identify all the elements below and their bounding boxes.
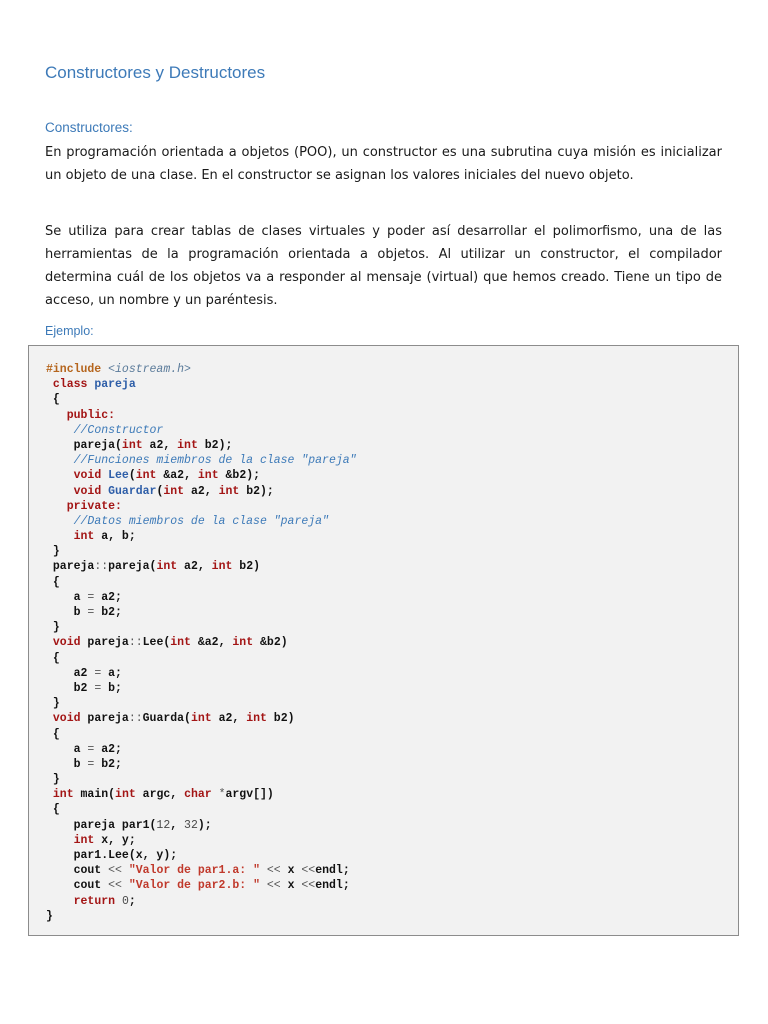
code-token: b; bbox=[101, 681, 122, 695]
code-line bbox=[46, 514, 357, 529]
code-token: void bbox=[52, 712, 81, 726]
code-listing bbox=[46, 362, 357, 924]
code-token: = bbox=[87, 757, 95, 771]
code-token: int bbox=[246, 712, 267, 726]
code-token: void bbox=[73, 469, 102, 483]
code-token: :: bbox=[94, 560, 109, 574]
code-token: private: bbox=[66, 499, 122, 513]
code-token: pareja bbox=[94, 378, 136, 392]
code-token bbox=[122, 879, 129, 892]
code-token: <iostream.h> bbox=[108, 363, 191, 376]
code-token: class bbox=[52, 378, 88, 392]
code-token: a, b; bbox=[94, 530, 136, 544]
code-token bbox=[46, 409, 67, 422]
code-line bbox=[46, 863, 357, 878]
code-token: b bbox=[46, 757, 88, 771]
code-token: :: bbox=[128, 636, 143, 650]
code-token: * bbox=[218, 788, 226, 802]
code-token: = bbox=[87, 590, 95, 604]
code-token bbox=[260, 864, 267, 877]
code-token: x, y; bbox=[94, 833, 136, 847]
code-token: pareja bbox=[80, 712, 129, 726]
code-token: x bbox=[280, 864, 302, 878]
code-token: pareja par1( bbox=[46, 818, 157, 832]
code-line bbox=[46, 894, 357, 909]
code-token: = bbox=[94, 666, 102, 680]
code-token: int bbox=[232, 636, 254, 650]
code-token: //Constructor bbox=[73, 423, 164, 437]
code-line bbox=[46, 559, 357, 574]
code-token: = bbox=[87, 742, 95, 756]
code-token: a2; bbox=[94, 742, 122, 756]
code-line bbox=[46, 484, 357, 499]
code-line bbox=[46, 681, 357, 696]
code-token bbox=[115, 895, 122, 908]
code-token: a2, bbox=[142, 438, 178, 452]
code-token: b2) bbox=[232, 560, 260, 574]
code-token: { bbox=[46, 727, 60, 741]
code-token bbox=[46, 469, 74, 482]
code-token: pareja bbox=[80, 636, 129, 650]
code-token: int bbox=[156, 560, 178, 574]
code-line bbox=[46, 453, 357, 468]
code-token: } bbox=[46, 697, 60, 711]
code-token: } bbox=[46, 773, 60, 787]
code-line bbox=[46, 802, 357, 817]
code-token: << bbox=[301, 864, 316, 878]
code-token: x bbox=[280, 879, 302, 893]
code-token bbox=[46, 712, 53, 725]
page-title: Constructores y Destructores bbox=[45, 63, 266, 82]
code-token bbox=[46, 895, 74, 908]
code-token: endl; bbox=[315, 864, 350, 878]
code-token: int bbox=[135, 469, 157, 483]
code-token: cout bbox=[46, 864, 109, 878]
code-token: pareja bbox=[46, 560, 95, 574]
code-token: int bbox=[211, 560, 233, 574]
paragraph-usage: Se utiliza para crear tablas de clases virtuales y poder así desarrollar el polimorfismo, una de las herramientas de la programación orientada a objetos. Al utilizar un constructor, el compilador determina cuál de los objetos va a responder al mensaje (virtual) que hemos creado. Tiene un tipo de acceso, un nombre y un paréntesis. bbox=[45, 224, 722, 308]
code-line bbox=[46, 362, 357, 377]
code-token: int bbox=[218, 484, 240, 498]
code-token: ( bbox=[128, 469, 136, 483]
code-token: int bbox=[163, 484, 185, 498]
code-token: } bbox=[46, 545, 60, 559]
code-token: 12 bbox=[156, 818, 171, 832]
code-token: = bbox=[94, 681, 102, 695]
code-line bbox=[46, 848, 357, 863]
code-token: int bbox=[177, 438, 198, 452]
code-line bbox=[46, 605, 357, 620]
code-line bbox=[46, 878, 357, 893]
code-token bbox=[46, 485, 74, 498]
code-token: &b2) bbox=[253, 636, 288, 650]
code-token: Lee bbox=[108, 469, 129, 483]
code-token: int bbox=[121, 438, 143, 452]
code-token bbox=[46, 424, 74, 437]
code-token: int bbox=[73, 833, 95, 847]
code-line bbox=[46, 666, 357, 681]
code-token bbox=[212, 788, 219, 801]
code-token: :: bbox=[128, 712, 143, 726]
code-token: pareja( bbox=[108, 560, 157, 574]
code-token: << bbox=[108, 879, 122, 893]
code-token bbox=[46, 515, 74, 528]
code-token: Guarda( bbox=[142, 712, 191, 726]
code-token: ( bbox=[156, 484, 164, 498]
code-token: b2 bbox=[46, 681, 95, 695]
code-token: ; bbox=[128, 894, 136, 908]
code-token bbox=[46, 788, 53, 801]
code-line bbox=[46, 377, 357, 392]
code-token: a2 bbox=[46, 666, 95, 680]
code-line bbox=[46, 757, 357, 772]
code-token: //Datos miembros de la clase "pareja" bbox=[73, 514, 329, 528]
code-token: b2); bbox=[197, 438, 233, 452]
code-token: cout bbox=[46, 879, 109, 893]
code-line bbox=[46, 909, 357, 924]
code-token: a bbox=[46, 742, 88, 756]
code-line bbox=[46, 818, 357, 833]
code-token: Lee( bbox=[142, 636, 171, 650]
code-token: b bbox=[46, 606, 88, 619]
code-token: a bbox=[46, 590, 88, 604]
code-token: void bbox=[52, 636, 81, 650]
code-token: << bbox=[108, 864, 122, 878]
code-line bbox=[46, 499, 357, 514]
code-line bbox=[46, 711, 357, 726]
code-token: int bbox=[115, 788, 136, 802]
code-line bbox=[46, 742, 357, 757]
code-token bbox=[122, 864, 129, 877]
code-token: int bbox=[73, 530, 95, 544]
code-line bbox=[46, 392, 357, 407]
code-token: 32 bbox=[184, 818, 198, 832]
code-token: int bbox=[197, 469, 219, 483]
code-token: { bbox=[46, 803, 60, 817]
code-token: a2; bbox=[94, 590, 122, 604]
code-token: int bbox=[190, 712, 212, 726]
code-line bbox=[46, 575, 357, 590]
code-token: &b2); bbox=[218, 469, 261, 483]
code-token: } bbox=[46, 621, 60, 635]
code-token: &a2, bbox=[156, 469, 198, 483]
code-line bbox=[46, 620, 357, 635]
code-token: << bbox=[266, 864, 281, 878]
code-token bbox=[46, 834, 74, 847]
code-token: a; bbox=[101, 666, 122, 680]
paragraph-definition: En programación orientada a objetos (POO), un constructor es una subrutina cuya misión es inicializar un objeto de una clase. En el constructor se asignan los valores iniciales del nuevo objeto. bbox=[45, 145, 722, 183]
code-token: = bbox=[87, 606, 95, 619]
code-token: par1.Lee(x, y); bbox=[46, 849, 178, 862]
code-token: { bbox=[46, 651, 60, 665]
example-label: Ejemplo: bbox=[45, 324, 94, 338]
code-token: "Valor de par1.a: " bbox=[128, 864, 260, 878]
code-line bbox=[46, 696, 357, 711]
code-token bbox=[46, 454, 74, 467]
code-token: pareja( bbox=[46, 438, 122, 452]
code-token: "Valor de par2.b: " bbox=[128, 879, 260, 893]
code-token: << bbox=[301, 879, 316, 893]
code-line bbox=[46, 529, 357, 544]
code-token: Guardar bbox=[108, 484, 157, 498]
code-token: &a2, bbox=[190, 636, 233, 650]
code-token: { bbox=[46, 393, 60, 407]
code-token: int bbox=[170, 636, 191, 650]
code-line bbox=[46, 772, 357, 787]
code-line bbox=[46, 544, 357, 559]
code-token: { bbox=[46, 575, 60, 589]
code-token: 0 bbox=[121, 894, 129, 908]
code-line bbox=[46, 468, 357, 483]
code-token: int bbox=[52, 788, 74, 802]
code-token bbox=[46, 500, 67, 513]
code-line bbox=[46, 727, 357, 742]
code-line bbox=[46, 833, 357, 848]
code-token: main( bbox=[73, 788, 116, 802]
code-line bbox=[46, 590, 357, 605]
code-line bbox=[46, 635, 357, 650]
code-token: , bbox=[170, 818, 185, 832]
section-heading: Constructores: bbox=[45, 120, 133, 135]
code-token: #include bbox=[46, 363, 102, 376]
code-token: } bbox=[46, 909, 53, 923]
code-token: << bbox=[266, 879, 281, 893]
code-token: a2, bbox=[184, 484, 219, 498]
code-token: ); bbox=[197, 818, 212, 832]
code-block bbox=[28, 345, 739, 936]
code-token: endl; bbox=[315, 879, 350, 893]
code-token bbox=[46, 636, 53, 649]
code-token: b2; bbox=[94, 757, 122, 771]
code-token bbox=[46, 378, 53, 391]
code-line bbox=[46, 787, 357, 802]
code-token: b2; bbox=[94, 606, 122, 619]
code-token: void bbox=[73, 484, 102, 498]
code-token: b2) bbox=[266, 712, 295, 726]
code-token: a2, bbox=[211, 712, 247, 726]
code-line bbox=[46, 408, 357, 423]
code-token: b2); bbox=[239, 484, 274, 498]
code-line bbox=[46, 651, 357, 666]
code-token: //Funciones miembros de la clase "pareja" bbox=[73, 454, 357, 468]
code-token bbox=[260, 879, 267, 892]
code-token: public: bbox=[66, 408, 116, 422]
code-token: argc, bbox=[135, 788, 185, 802]
code-token: a2, bbox=[177, 560, 212, 574]
code-token: char bbox=[184, 788, 212, 802]
code-line bbox=[46, 438, 357, 453]
code-line bbox=[46, 423, 357, 438]
code-token: return bbox=[73, 894, 116, 908]
code-token bbox=[46, 530, 74, 543]
code-token: argv[]) bbox=[225, 788, 274, 802]
